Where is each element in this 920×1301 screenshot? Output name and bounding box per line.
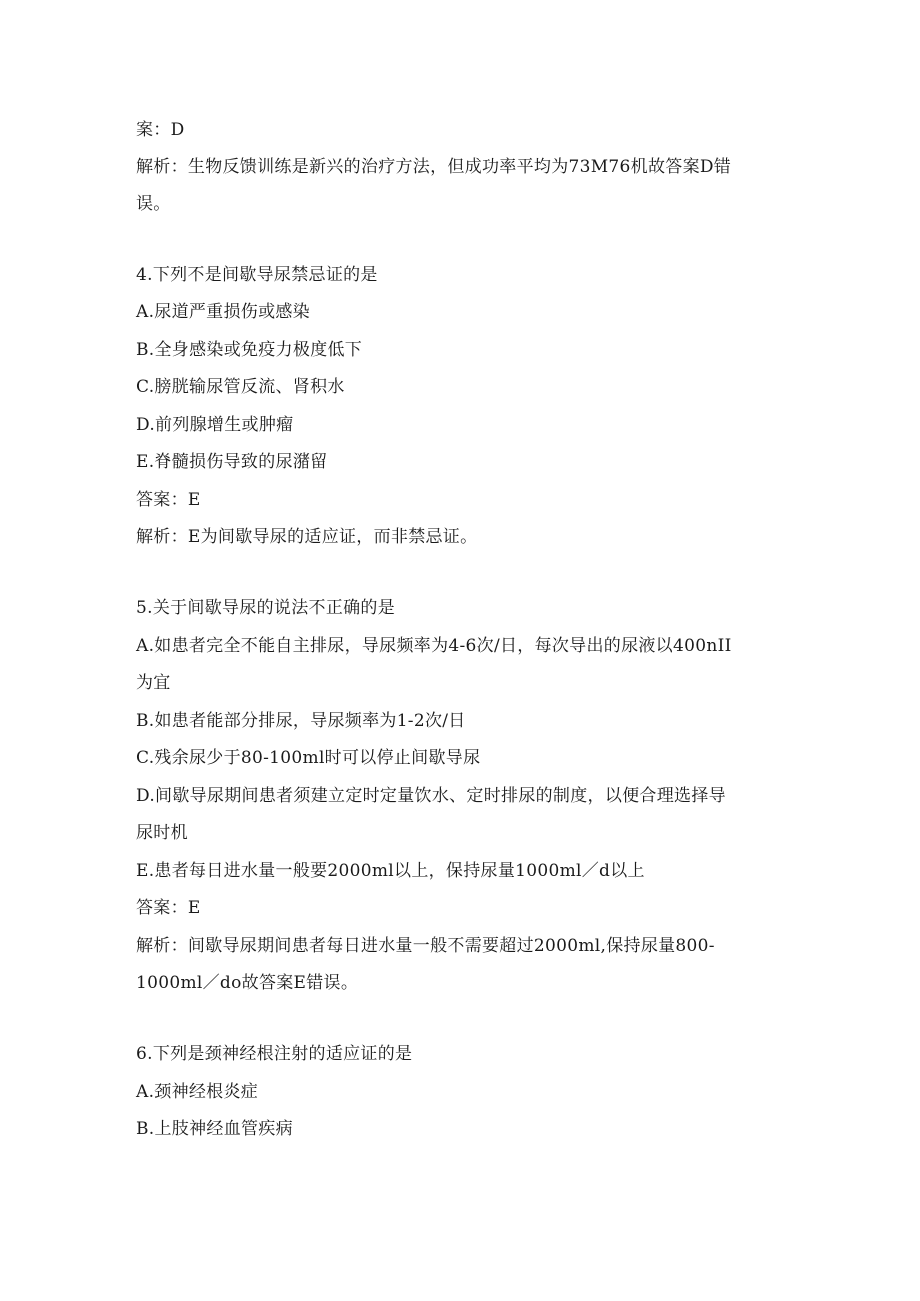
intro-analysis-line2: 误。 (136, 194, 171, 214)
q5-option-a-line1: A.如患者完全不能自主排尿，导尿频率为4-6次/日，每次导出的尿液以400nII (136, 636, 732, 656)
q5-option-b: B.如患者能部分排尿，导尿频率为1-2次/日 (136, 711, 466, 731)
q4-answer: 答案：E (136, 490, 201, 510)
q5-option-e: E.患者每日进水量一般要2000ml以上，保持尿量1000ml／d以上 (136, 861, 645, 881)
q5-analysis-line2: 1000ml／do故答案E错误。 (136, 973, 359, 993)
q4-analysis: 解析：E为间歇导尿的适应证，而非禁忌证。 (136, 527, 478, 547)
q4-option-a: A.尿道严重损伤或感染 (136, 302, 310, 322)
q6-question: 6.下列是颈神经根注射的适应证的是 (136, 1044, 413, 1064)
q5-option-d-line1: D.间歇导尿期间患者须建立定时定量饮水、定时排尿的制度，以便合理选择导 (136, 786, 726, 806)
q4-option-c: C.膀胱输尿管反流、肾积水 (136, 377, 345, 397)
intro-analysis-line1: 解析：生物反馈训练是新兴的治疗方法，但成功率平均为73M76机故答案D错 (136, 157, 732, 177)
q5-question: 5.关于间歇导尿的说法不正确的是 (136, 598, 396, 618)
q5-option-a-line2: 为宜 (136, 673, 171, 693)
q6-option-a: A.颈神经根炎症 (136, 1082, 259, 1102)
q5-option-d-line2: 尿时机 (136, 823, 188, 843)
q5-answer: 答案：E (136, 898, 201, 918)
q4-option-b: B.全身感染或免疫力极度低下 (136, 340, 363, 360)
q4-option-e: E.脊髓损伤导致的尿潴留 (136, 452, 328, 472)
q4-question: 4.下列不是间歇导尿禁忌证的是 (136, 265, 378, 285)
q6-option-b: B.上肢神经血管疾病 (136, 1119, 293, 1139)
q4-option-d: D.前列腺增生或肿瘤 (136, 415, 294, 435)
q5-option-c: C.残余尿少于80-100ml时可以停止间歇导尿 (136, 748, 481, 768)
q5-analysis-line1: 解析：间歇导尿期间患者每日进水量一般不需要超过2000ml,保持尿量800- (136, 936, 715, 956)
intro-answer: 案：D (136, 120, 185, 140)
